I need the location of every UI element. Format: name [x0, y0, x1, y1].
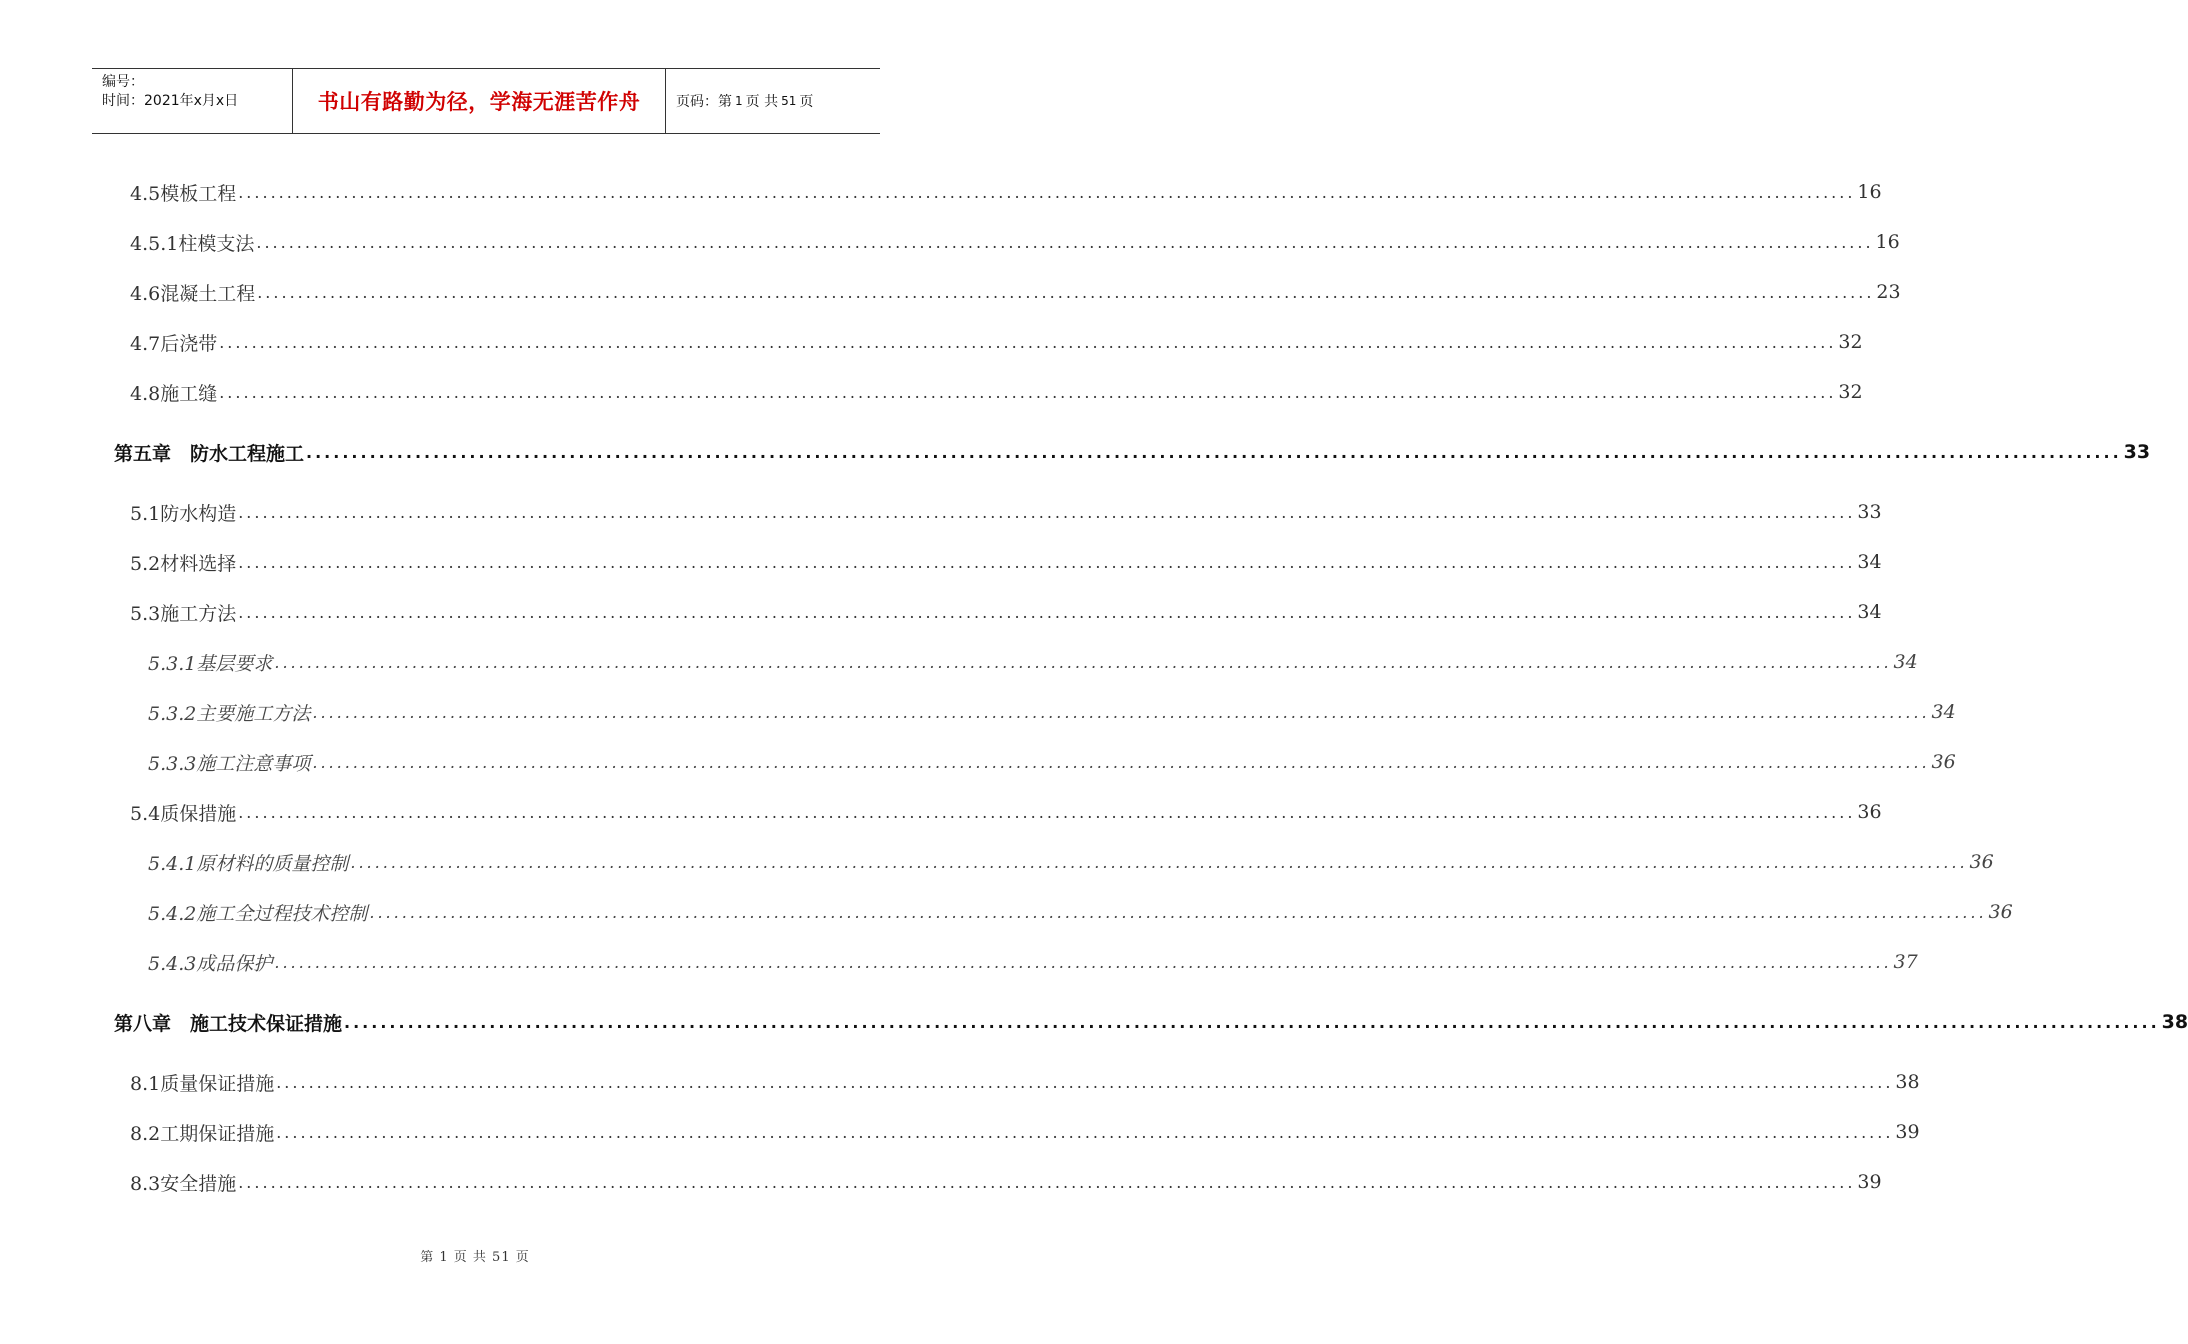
header-date-label: 时间：2021年x月x日 — [102, 93, 239, 109]
toc-entry-page: 32 — [1838, 331, 1863, 353]
toc-entry-title: 4.6混凝土工程 — [130, 282, 256, 305]
toc-entry[interactable] — [0, 492, 1882, 532]
toc-entry[interactable] — [0, 322, 1863, 362]
toc-entry-title: 8.3安全措施 — [130, 1172, 237, 1195]
toc-entry-page: 16 — [1875, 231, 1900, 253]
toc-dot-leader: ........................................................................................................................................................................................................ — [276, 1072, 1894, 1092]
toc-entry-page: 34 — [1857, 551, 1882, 573]
toc-entry-page: 32 — [1838, 381, 1863, 403]
toc-entry-page: 16 — [1857, 181, 1882, 203]
toc-entry-page: 38 — [1895, 1071, 1920, 1093]
toc-entry-title: 5.4.2施工全过程技术控制 — [148, 902, 368, 925]
toc-entry[interactable] — [0, 542, 1882, 582]
toc-entry-page: 34 — [1931, 701, 1956, 723]
toc-dot-leader: ........................................................................................................................................................................................................ — [238, 502, 1856, 522]
toc-entry-title: 第五章 防水工程施工 — [114, 442, 305, 465]
toc-dot-leader: ........................................................................................................................................................................................................ — [274, 652, 1892, 672]
toc-entry-title: 5.2材料选择 — [130, 552, 237, 575]
toc-entry-title: 5.4.1原材料的质量控制 — [148, 852, 349, 875]
toc-entry[interactable] — [0, 942, 1918, 982]
toc-dot-leader: ........................................................................................................................................................................................................ — [238, 602, 1856, 622]
toc-entry[interactable] — [0, 272, 1901, 312]
toc-entry-title: 5.3.2主要施工方法 — [148, 702, 311, 725]
header-page-suffix: 页 — [799, 94, 814, 110]
toc-entry-title: 4.7后浇带 — [130, 332, 218, 355]
toc-entry-title: 5.3.1基层要求 — [148, 652, 273, 675]
toc-dot-leader: ........................................................................................................................................................................................................ — [238, 1172, 1856, 1192]
toc-dot-leader: ........................................................................................................................................................................................................ — [238, 182, 1856, 202]
toc-entry-page: 37 — [1893, 951, 1918, 973]
page-footer: 第 1 页 共 51 页 — [420, 1250, 530, 1265]
toc-dot-leader: ........................................................................................................................................................................................................ — [257, 282, 1875, 302]
toc-entry[interactable] — [0, 692, 1956, 732]
toc-entry[interactable] — [0, 592, 1882, 632]
header-page-current: 1 — [735, 94, 743, 108]
toc-dot-leader: ........................................................................................................................................................................................................ — [369, 902, 1987, 922]
toc-entry-page: 36 — [1988, 901, 2013, 923]
toc-entry-page: 36 — [1931, 751, 1956, 773]
header-page-mid: 页 共 — [745, 94, 779, 110]
header-info-cell — [92, 69, 293, 133]
toc-entry[interactable] — [0, 892, 2013, 932]
toc-entry[interactable] — [0, 842, 1994, 882]
toc-entry[interactable] — [0, 432, 2151, 472]
toc-entry-title: 4.8施工缝 — [130, 382, 218, 405]
header-page-total: 51 — [781, 94, 797, 108]
toc-entry-title: 8.2工期保证措施 — [130, 1122, 275, 1145]
toc-dot-leader: ........................................................................................................................................................................................................ — [306, 442, 2122, 462]
toc-entry-page: 39 — [1857, 1171, 1882, 1193]
toc-entry[interactable] — [0, 372, 1863, 412]
toc-entry-page: 33 — [1857, 501, 1882, 523]
toc-entry-page: 23 — [1876, 281, 1901, 303]
toc-dot-leader: ........................................................................................................................................................................................................ — [238, 802, 1856, 822]
toc-dot-leader: ........................................................................................................................................................................................................ — [274, 952, 1892, 972]
toc-entry-title: 5.4.3成品保护 — [148, 952, 273, 975]
toc-entry-title: 第八章 施工技术保证措施 — [114, 1012, 343, 1035]
toc-entry-title: 5.1防水构造 — [130, 502, 237, 525]
toc-dot-leader: ........................................................................................................................................................................................................ — [219, 382, 1837, 402]
toc-dot-leader: ........................................................................................................................................................................................................ — [219, 332, 1837, 352]
header-page-prefix: 页码：第 — [676, 94, 732, 110]
toc-entry[interactable] — [0, 1162, 1882, 1202]
toc-dot-leader: ........................................................................................................................................................................................................ — [350, 852, 1968, 872]
toc-entry[interactable] — [0, 1062, 1920, 1102]
toc-entry[interactable] — [0, 742, 1956, 782]
toc-entry-title: 8.1质量保证措施 — [130, 1072, 275, 1095]
toc-entry-title: 5.3施工方法 — [130, 602, 237, 625]
toc-entry[interactable] — [0, 642, 1918, 682]
toc-entry[interactable] — [0, 172, 1882, 212]
header-number-label: 编号： — [102, 74, 144, 90]
toc-entry[interactable] — [0, 222, 1900, 262]
page-header — [92, 68, 880, 134]
toc-entry[interactable] — [0, 1112, 1920, 1152]
toc-dot-leader: ........................................................................................................................................................................................................ — [276, 1122, 1894, 1142]
toc-entry-title: 5.4质保措施 — [130, 802, 237, 825]
toc-entry-page: 34 — [1893, 651, 1918, 673]
toc-entry-title: 4.5.1柱模支法 — [130, 232, 255, 255]
toc-dot-leader: ........................................................................................................................................................................................................ — [238, 552, 1856, 572]
toc-dot-leader: ........................................................................................................................................................................................................ — [344, 1012, 2160, 1032]
toc-entry-title: 5.3.3施工注意事项 — [148, 752, 311, 775]
header-page-info — [666, 69, 880, 133]
toc-entry-page: 33 — [2123, 441, 2151, 463]
toc-entry-page: 38 — [2161, 1011, 2188, 1033]
toc-dot-leader: ........................................................................................................................................................................................................ — [312, 752, 1930, 772]
toc-entry[interactable] — [0, 1002, 2188, 1042]
toc-dot-leader: ........................................................................................................................................................................................................ — [256, 232, 1874, 252]
header-motto: 书山有路勤为径，学海无涯苦作舟 — [293, 69, 666, 133]
toc-entry-page: 36 — [1969, 851, 1994, 873]
toc-entry-page: 36 — [1857, 801, 1882, 823]
toc-entry-title: 4.5模板工程 — [130, 182, 237, 205]
toc-dot-leader: ........................................................................................................................................................................................................ — [312, 702, 1930, 722]
toc-entry-page: 39 — [1895, 1121, 1920, 1143]
toc-entry-page: 34 — [1857, 601, 1882, 623]
toc-entry[interactable] — [0, 792, 1882, 832]
